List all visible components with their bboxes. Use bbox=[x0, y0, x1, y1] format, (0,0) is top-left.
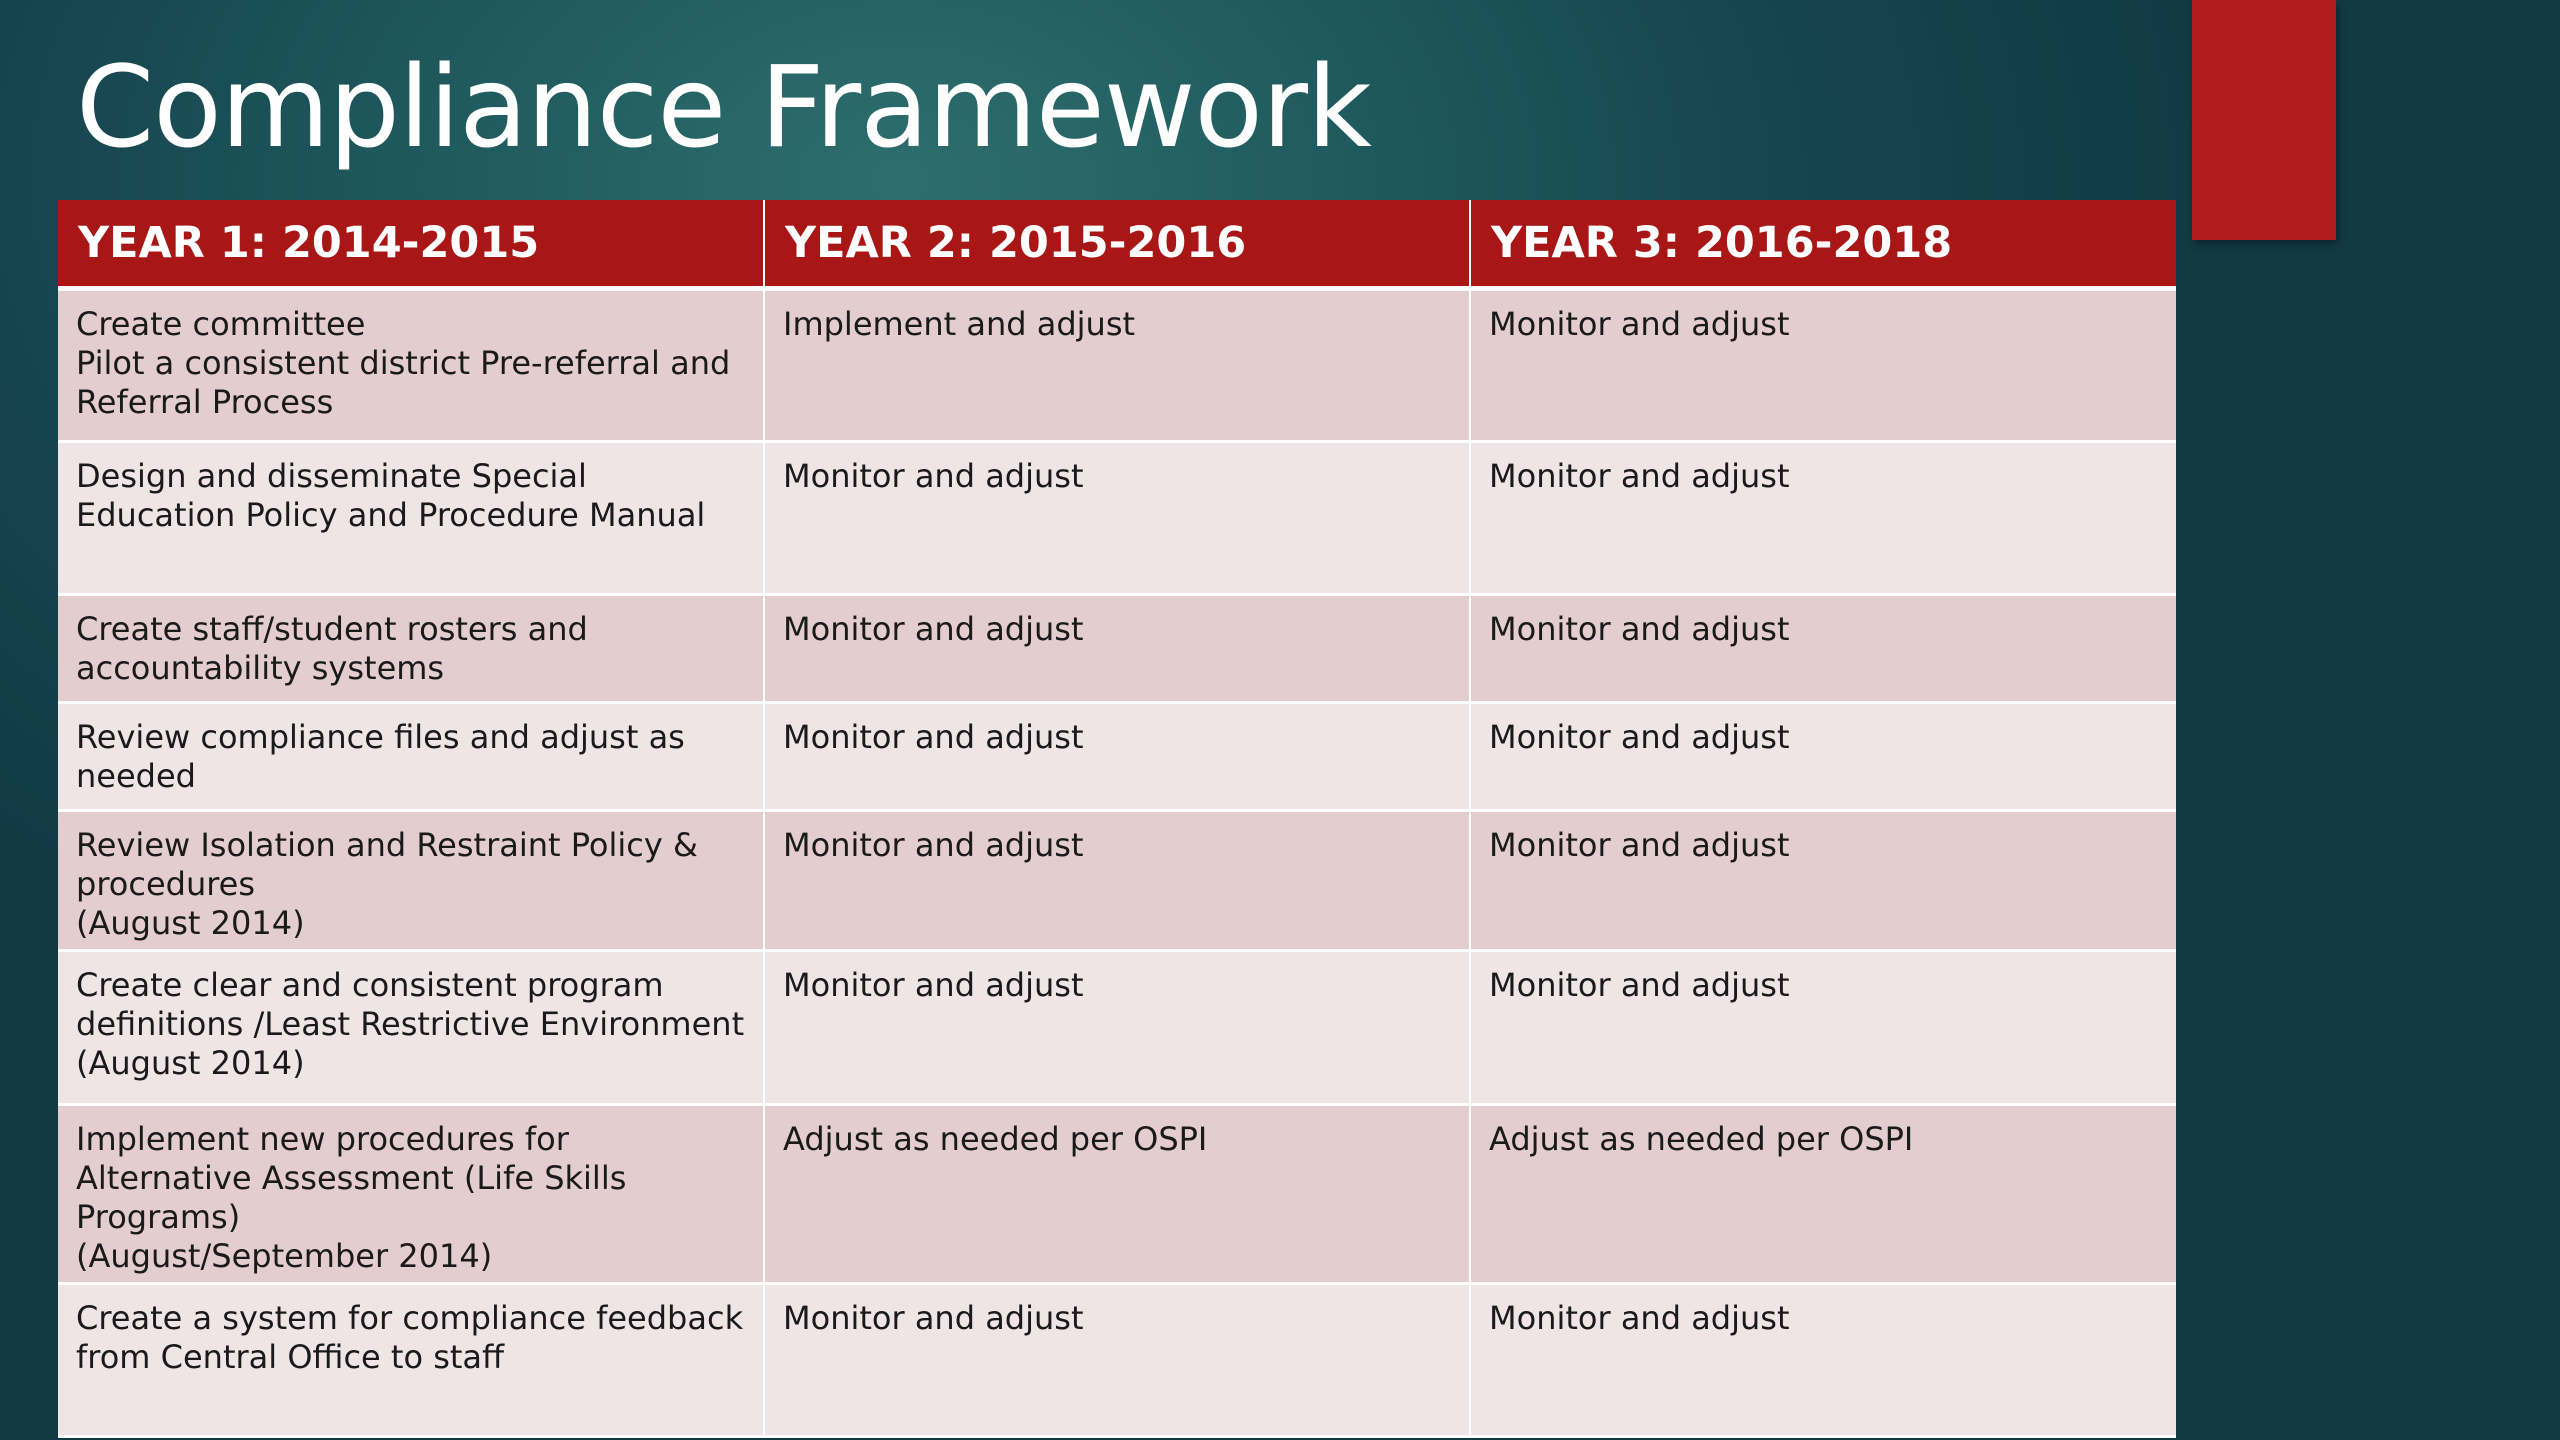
table-row bbox=[58, 1105, 2176, 1284]
cell-year-2: Monitor and adjust bbox=[764, 1284, 1470, 1437]
cell-year-3: Monitor and adjust bbox=[1470, 442, 2176, 595]
table-row bbox=[58, 1284, 2176, 1437]
cell-year-2: Monitor and adjust bbox=[764, 595, 1470, 703]
cell-year-1: Implement new procedures for Alternative Assessment (Life Skills Programs) (August/September 2014) bbox=[58, 1105, 764, 1284]
cell-year-2: Monitor and adjust bbox=[764, 951, 1470, 1105]
cell-year-2: Monitor and adjust bbox=[764, 703, 1470, 811]
cell-year-1: Review compliance files and adjust as needed bbox=[58, 703, 764, 811]
table-row bbox=[58, 951, 2176, 1105]
cell-year-3: Adjust as needed per OSPI bbox=[1470, 1105, 2176, 1284]
header-year-3: YEAR 3: 2016-2018 bbox=[1470, 200, 2176, 289]
cell-year-3: Monitor and adjust bbox=[1470, 1284, 2176, 1437]
cell-year-3: Monitor and adjust bbox=[1470, 811, 2176, 951]
cell-year-1: Create a system for compliance feedback from Central Office to staff bbox=[58, 1284, 764, 1437]
table-row bbox=[58, 289, 2176, 442]
cell-year-2: Monitor and adjust bbox=[764, 442, 1470, 595]
accent-block bbox=[2192, 0, 2336, 240]
header-year-1: YEAR 1: 2014-2015 bbox=[58, 200, 764, 289]
cell-year-3: Monitor and adjust bbox=[1470, 595, 2176, 703]
cell-year-1: Create staff/student rosters and accountability systems bbox=[58, 595, 764, 703]
cell-year-3: Monitor and adjust bbox=[1470, 951, 2176, 1105]
table-header-row bbox=[58, 200, 2176, 289]
table-row bbox=[58, 703, 2176, 811]
table-row bbox=[58, 811, 2176, 951]
cell-year-1: Create committee Pilot a consistent district Pre-referral and Referral Process bbox=[58, 289, 764, 442]
compliance-table-container bbox=[58, 200, 2176, 1412]
cell-year-2: Implement and adjust bbox=[764, 289, 1470, 442]
cell-year-3: Monitor and adjust bbox=[1470, 703, 2176, 811]
cell-year-3: Monitor and adjust bbox=[1470, 289, 2176, 442]
table-row bbox=[58, 442, 2176, 595]
cell-year-1: Review Isolation and Restraint Policy & procedures (August 2014) bbox=[58, 811, 764, 951]
cell-year-1: Design and disseminate Special Education Policy and Procedure Manual bbox=[58, 442, 764, 595]
cell-year-2: Adjust as needed per OSPI bbox=[764, 1105, 1470, 1284]
slide-title: Compliance Framework bbox=[76, 43, 1371, 173]
header-year-2: YEAR 2: 2015-2016 bbox=[764, 200, 1470, 289]
table-row bbox=[58, 595, 2176, 703]
cell-year-2: Monitor and adjust bbox=[764, 811, 1470, 951]
cell-year-1: Create clear and consistent program definitions /Least Restrictive Environment (August 2014) bbox=[58, 951, 764, 1105]
compliance-framework-table bbox=[58, 200, 2176, 1438]
